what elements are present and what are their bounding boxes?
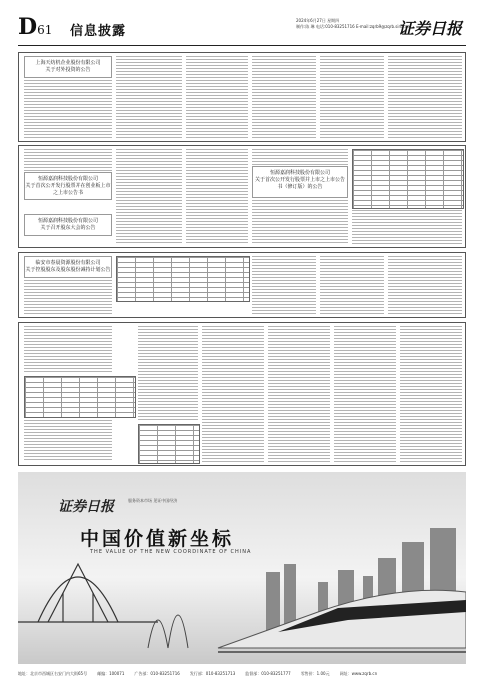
text-column bbox=[24, 280, 112, 314]
advertisement-banner bbox=[18, 472, 466, 664]
text-column bbox=[116, 56, 182, 138]
data-table bbox=[138, 424, 200, 464]
ad-slogan-english: THE VALUE OF THE NEW COORDINATE OF CHINA bbox=[90, 549, 252, 555]
text-column bbox=[138, 326, 198, 422]
text-column bbox=[116, 149, 182, 244]
bridge-icon bbox=[18, 564, 158, 622]
newspaper-logo: 证券日报 bbox=[397, 19, 462, 38]
text-column bbox=[24, 149, 112, 171]
header-meta: 2024年6月27日 星期四 制作:陈 琳 电话:010-83251716 E-mail:zqrb9@zqrb.sina.net bbox=[296, 18, 412, 29]
text-column bbox=[186, 56, 248, 138]
text-column bbox=[186, 149, 248, 244]
header-rule bbox=[18, 45, 466, 46]
text-column bbox=[352, 210, 462, 244]
page-number: D61 bbox=[18, 14, 53, 40]
ad-logo: 证券日报 bbox=[58, 499, 114, 515]
notice-heading: 恒源嘉润科技股份有限公司 关于召开股东大会的公告 bbox=[24, 214, 112, 236]
data-table bbox=[116, 256, 250, 302]
ad-subtitle: 服务资本市场 见证中国经济 bbox=[128, 498, 178, 503]
section-title: 信息披露 bbox=[70, 24, 127, 39]
text-column bbox=[388, 56, 462, 138]
text-column bbox=[24, 80, 112, 138]
text-column bbox=[252, 149, 348, 165]
text-column bbox=[24, 326, 112, 374]
text-column bbox=[24, 420, 112, 462]
notice-heading: 恒源嘉润科技股份有限公司 关于首次公开发行股票并上市之上市公告书（修订版）的公告 bbox=[252, 166, 348, 198]
text-column bbox=[388, 256, 462, 314]
notice-heading: 恒源嘉润科技股份有限公司 关于首次公开发行股票并在创业板上市之上市公告书 bbox=[24, 172, 112, 200]
text-column bbox=[252, 56, 316, 138]
ad-slogan: 中国价值新坐标 bbox=[80, 528, 235, 550]
data-table bbox=[352, 149, 464, 209]
text-column bbox=[400, 326, 462, 462]
text-column bbox=[320, 256, 384, 314]
text-column bbox=[320, 56, 384, 138]
sculpture-icon bbox=[148, 615, 188, 648]
notice-heading: 临安市春晨资源股份有限公司 关于控股股东及股东股份减持计划公告 bbox=[24, 256, 112, 278]
ad-illustration bbox=[18, 472, 466, 664]
text-column bbox=[252, 200, 348, 244]
text-column bbox=[202, 326, 264, 462]
page-footer: 地址：北京市西城区右安门内大街65号 邮编：100071 广告部：010-83251716 发行部：010-83251713 监督部：010-83251777 零售价：1.00元 网址：www.zqrb.cn bbox=[18, 671, 378, 676]
data-table bbox=[24, 376, 136, 418]
text-column bbox=[334, 326, 396, 462]
page-header bbox=[18, 14, 466, 44]
text-column bbox=[252, 256, 316, 314]
text-column bbox=[268, 326, 330, 462]
notice-heading: 上海天纺机企业股份有限公司 关于对外投资的公告 bbox=[24, 56, 112, 78]
